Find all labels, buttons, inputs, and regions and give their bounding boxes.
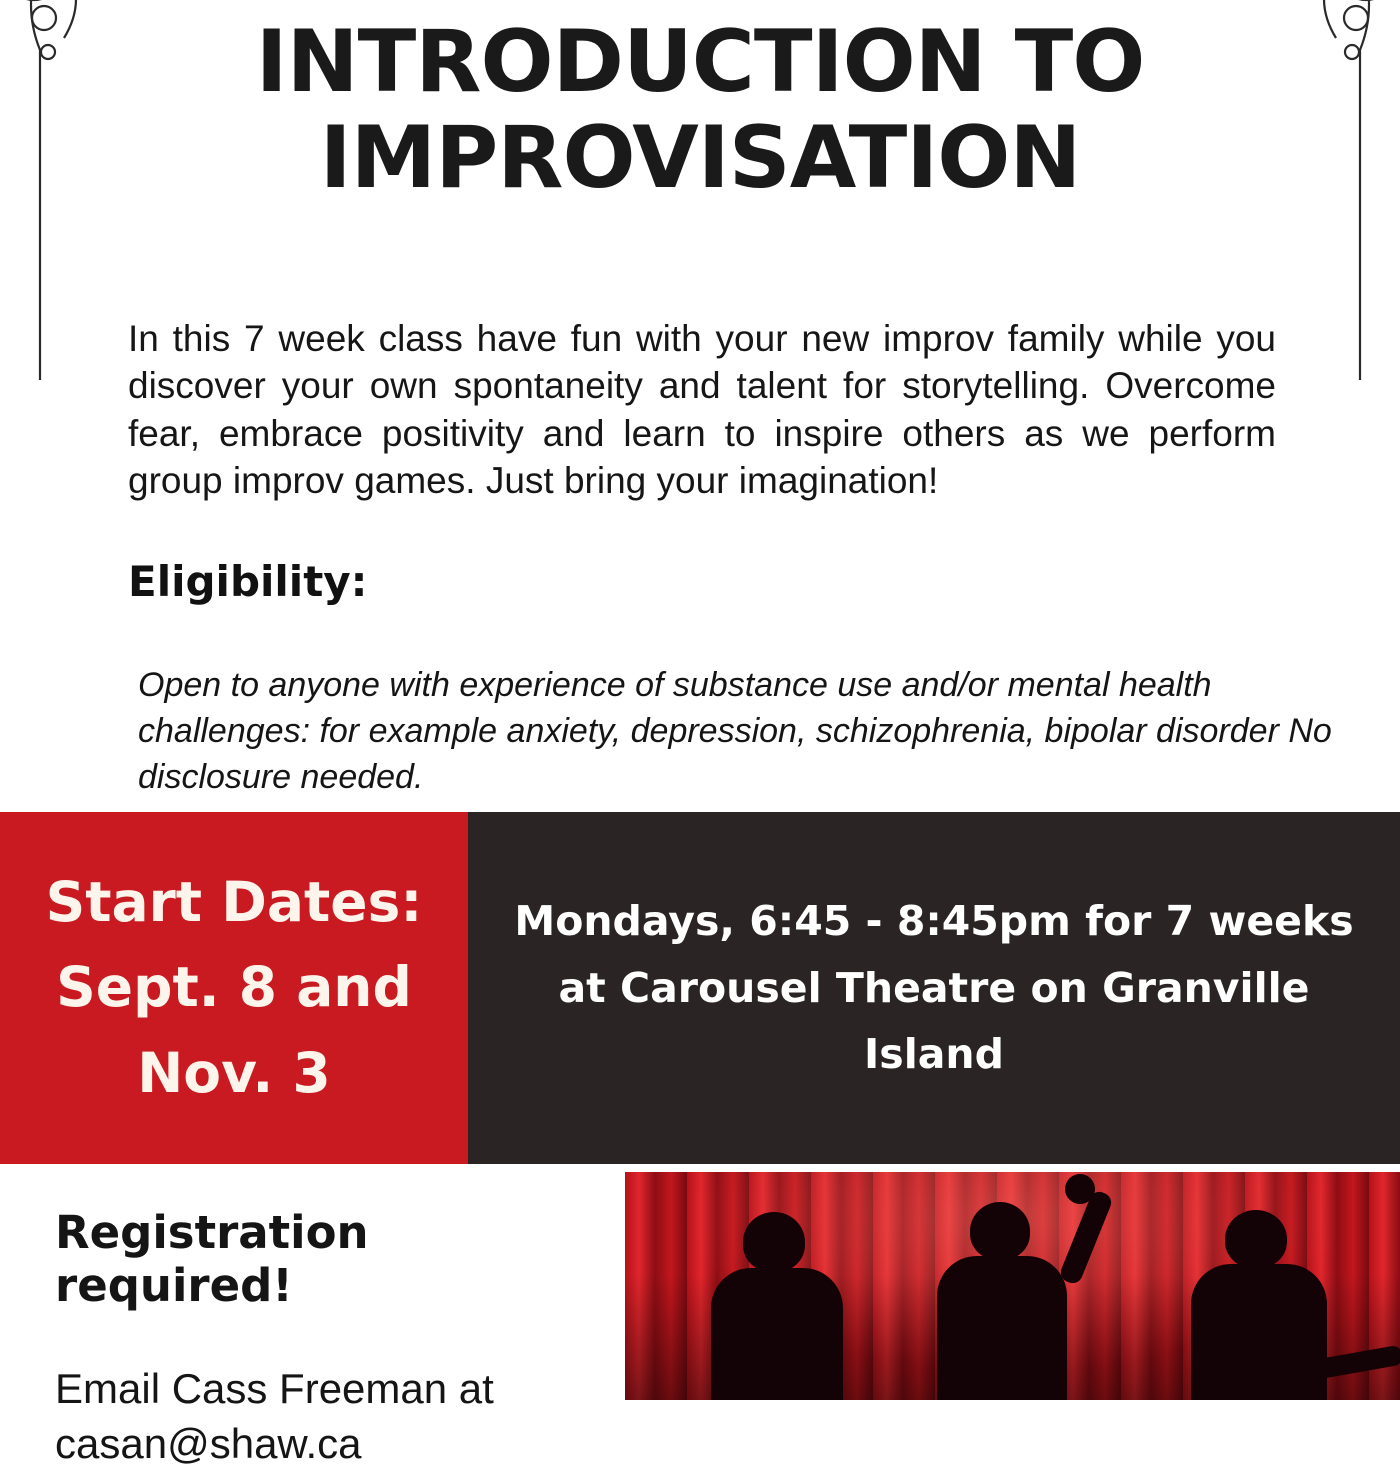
registration-required-label: Registration required! xyxy=(55,1206,369,1312)
footer-text-block xyxy=(55,1164,615,1471)
intro-paragraph: In this 7 week class have fun with your new improv family while you discover your own spontaneity and talent for storytelling. Overcome fear, embrace positivity and learn to inspire others as we perform group improv games. Just bring your imagination! xyxy=(128,318,1276,502)
page-title-block xyxy=(150,14,1250,207)
eligibility-body: Open to anyone with experience of substance use and/or mental health challenges: for example anxiety, depression, schizophrenia, bipolar disorder No disclosure needed. xyxy=(138,666,1332,797)
bead-string-right-decoration xyxy=(1262,0,1382,380)
contact-email-line: Email Cass Freeman at casan@shaw.ca xyxy=(55,1365,494,1467)
start-dates-panel xyxy=(0,812,468,1164)
eligibility-heading: Eligibility: xyxy=(128,556,368,606)
page-title: INTRODUCTION TO IMPROVISATION xyxy=(255,12,1145,209)
schedule-panel xyxy=(468,812,1400,1164)
details-band xyxy=(0,812,1400,1164)
start-dates-text: Start Dates: Sept. 8 and Nov. 3 xyxy=(45,870,423,1105)
stage-photo xyxy=(625,1172,1400,1400)
schedule-text: Mondays, 6:45 - 8:45pm for 7 weeks at Carousel Theatre on Granville Island xyxy=(514,897,1354,1079)
bead-string-left-decoration xyxy=(18,0,138,380)
